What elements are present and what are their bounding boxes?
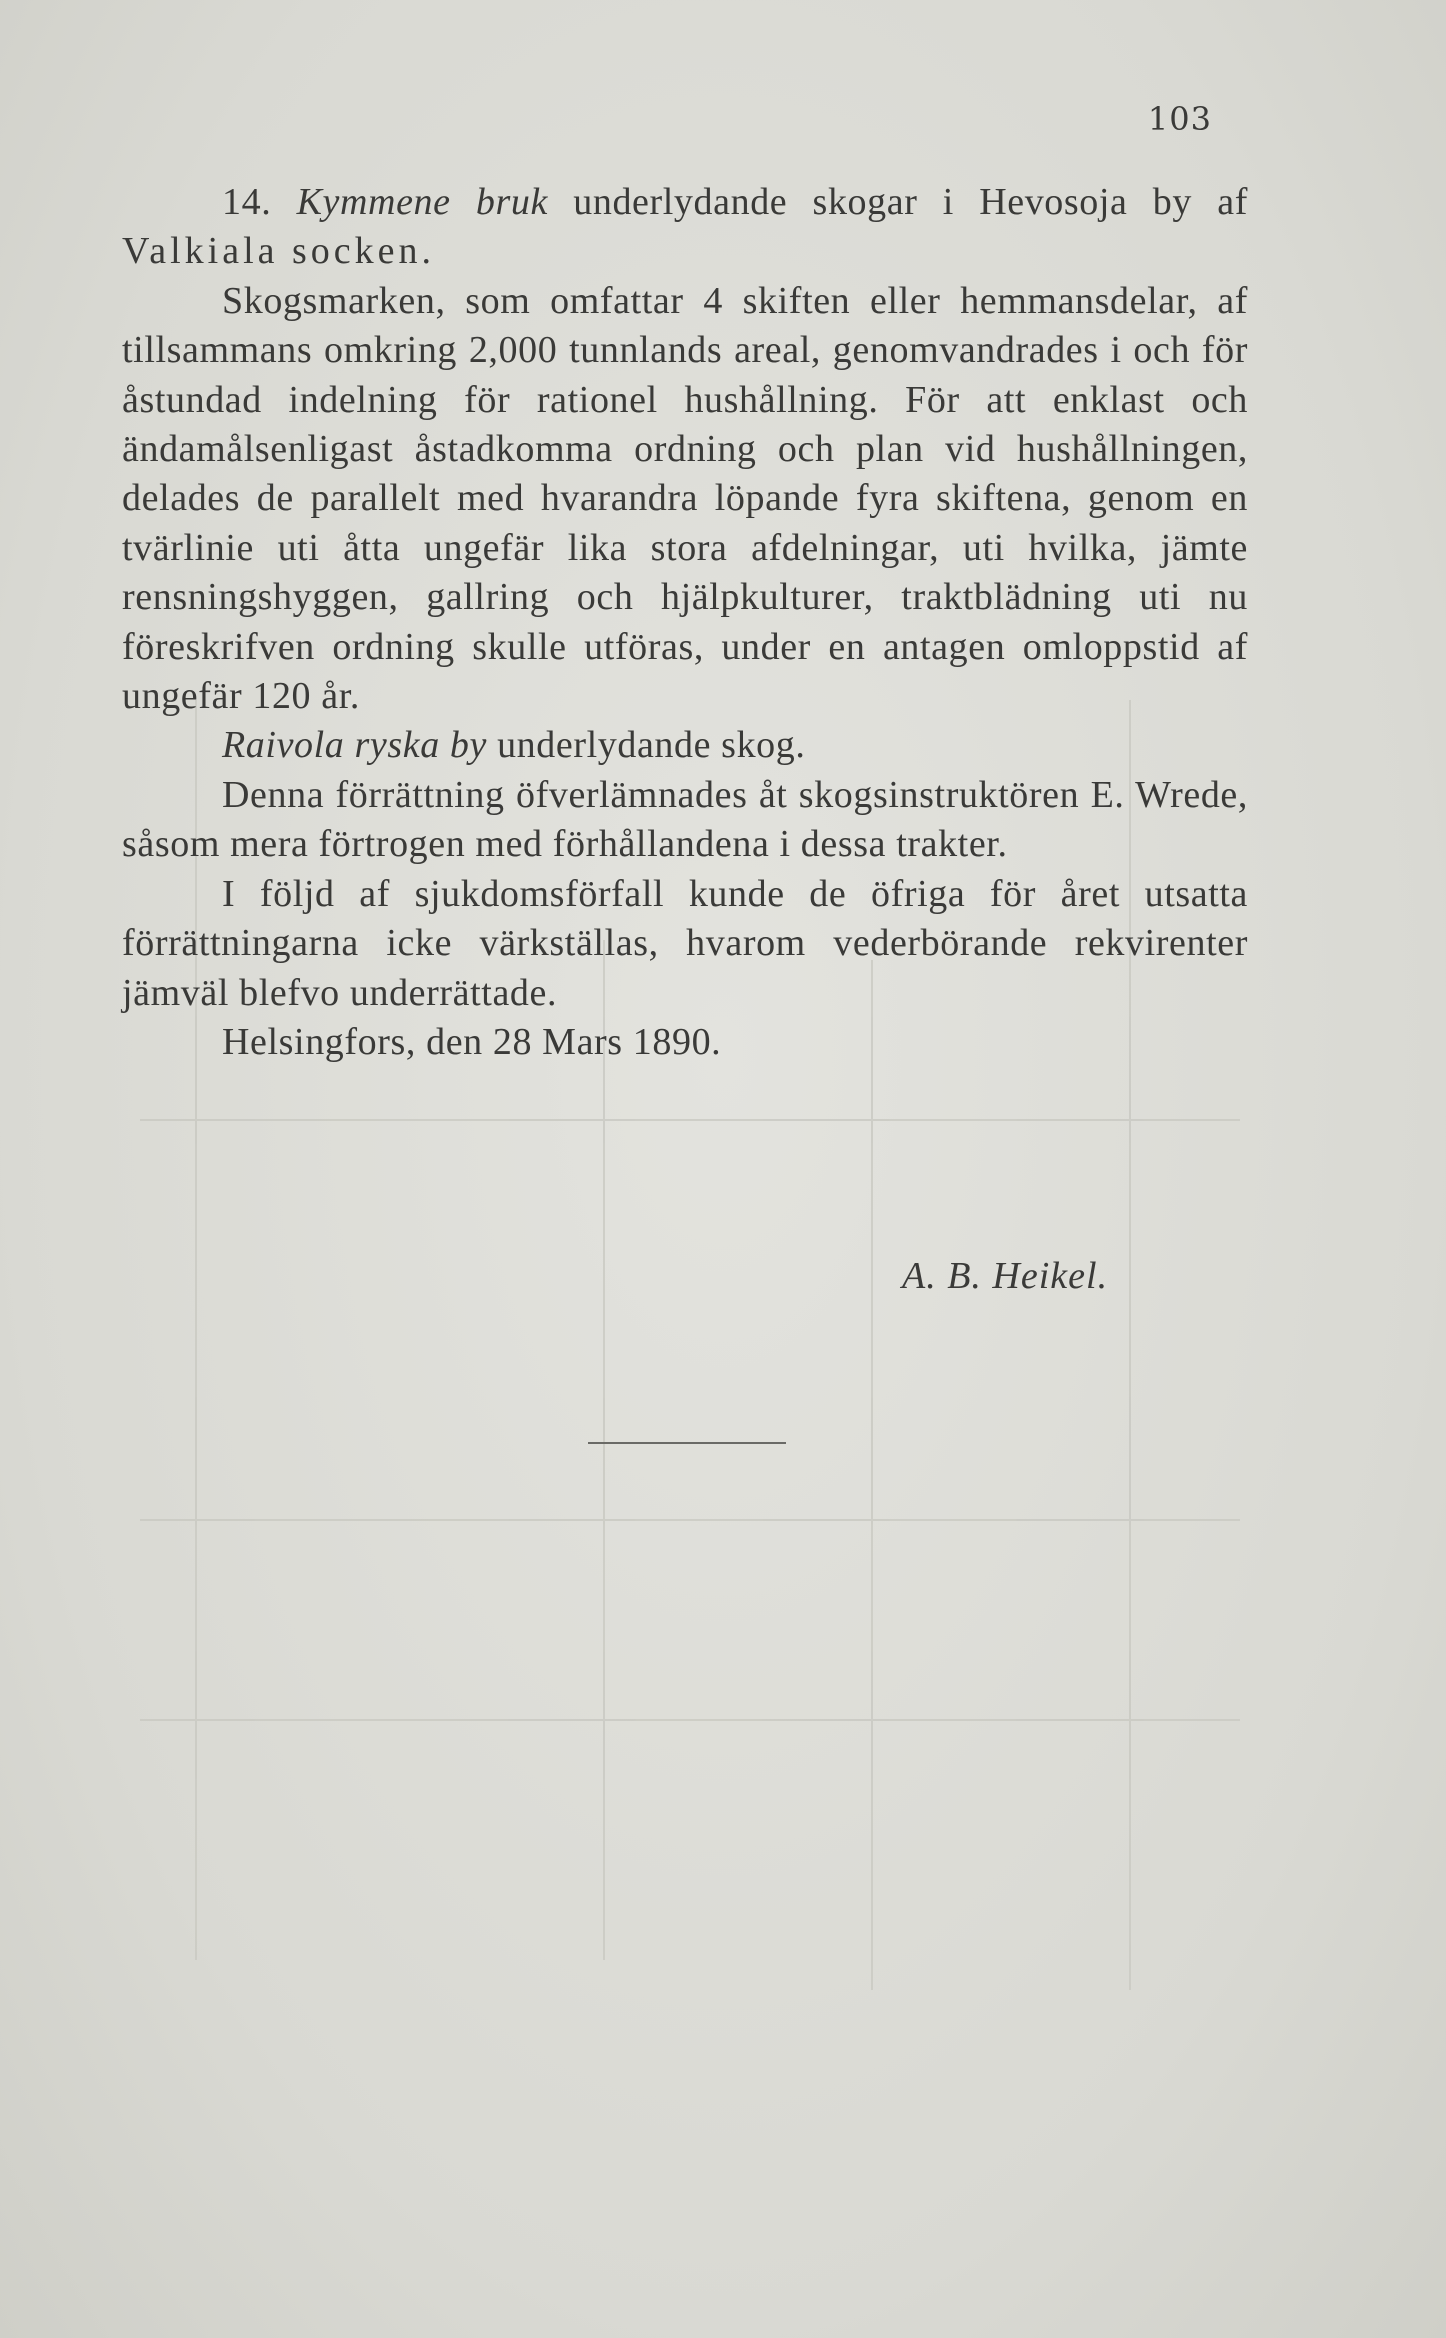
body-text [122, 178, 1248, 1067]
paragraph-forest-survey: Skogsmarken, som omfattar 4 skiften eller hemmansdelar, af tillsammans omkring 2,000 tunnlands areal, genomvandrades i och för åstundad indelning för rationel hushållning. För att enklast och ändamålsenligast åstadkomma ordning och plan vid hushållningen, delades de parallelt med hvarandra löpande fyra skiftena, genom en tvärlinie uti åtta ungefär lika stora afdelningar, uti hvilka, jämte rensningshyggen, gallring och hjälpkulturer, traktblädning uti nu föreskrifven ordning skulle utföras, under en antagen omloppstid af ungefär 120 år. [122, 279, 1248, 718]
heading-rest: underlydande skog. [486, 724, 806, 767]
place-name-kymmene: Kymmene bruk [296, 181, 548, 223]
paragraph-illness: I följd af sjukdomsförfall kunde de öfriga för året utsatta förrättningarna icke värkställas, hvarom vederbörande rekvirenter jämväl blefvo underrättade. [122, 872, 1248, 1014]
paragraph-heading-14 [122, 178, 1248, 277]
place-and-date: Helsingfors, den 28 Mars 1890. [222, 1020, 722, 1063]
parish-name-valkiala: Valkiala socken [122, 230, 422, 273]
closing-rule [588, 1442, 786, 1444]
paragraph-delegation: Denna förrättning öfverlämnades åt skogsinstruktören E. Wrede, såsom mera förtrogen med förhållandena i dessa trakter. [122, 773, 1248, 866]
place-name-raivola: Raivola ryska by [222, 724, 487, 767]
page-number: 103 [1147, 100, 1212, 138]
heading-end: . [421, 230, 432, 273]
item-number: 14. [222, 181, 297, 223]
signature: A. B. Heikel. [902, 1255, 1109, 1297]
heading-text: underlydande skogar i Hevosoja by af [547, 181, 1248, 223]
paragraph-heading-raivola [122, 721, 1248, 770]
